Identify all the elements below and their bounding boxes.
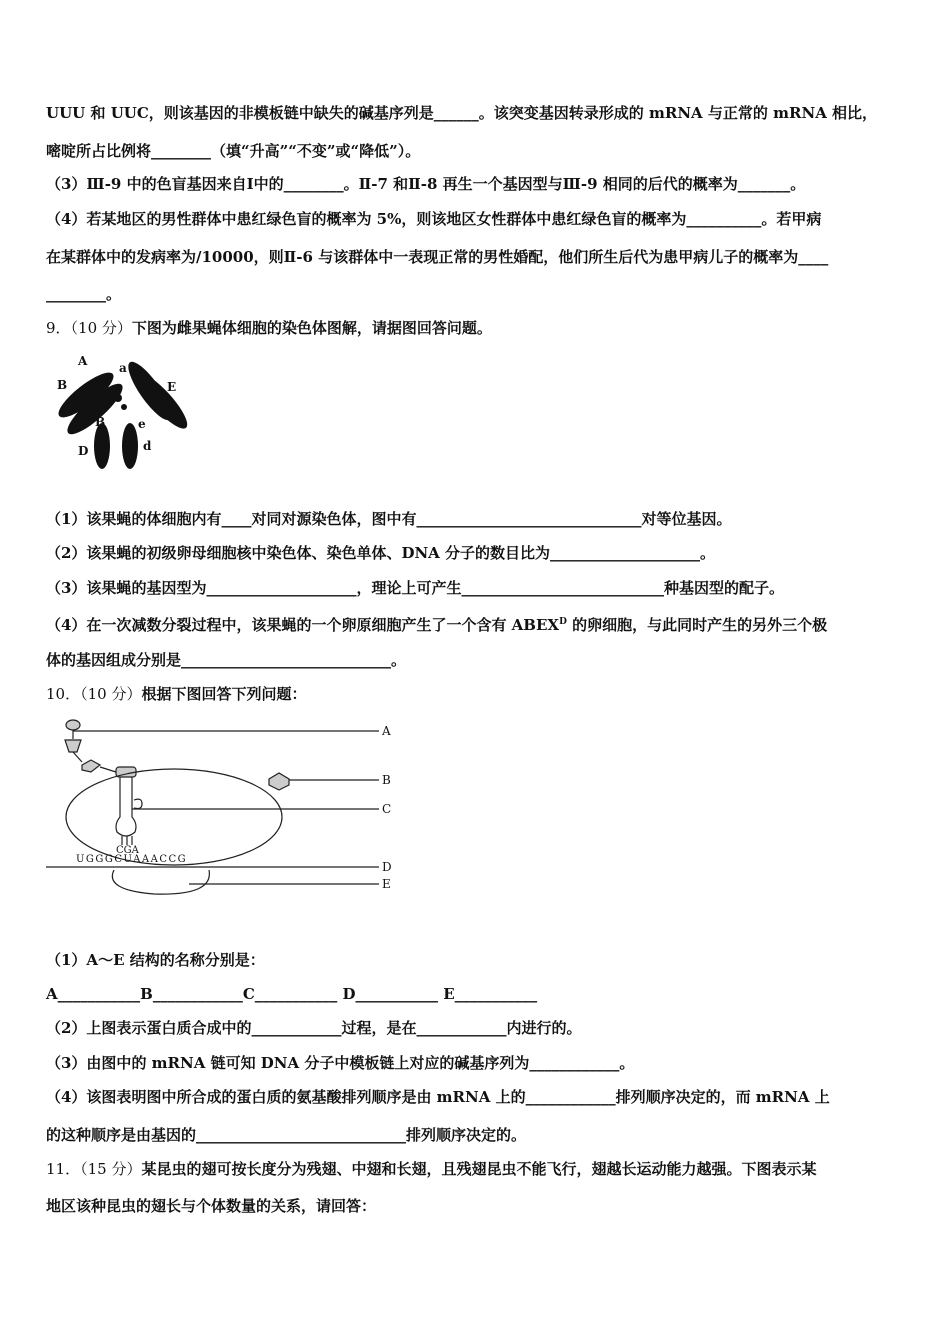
connector-line-2 bbox=[73, 752, 82, 762]
fig10-label-A: A bbox=[382, 724, 391, 738]
q10-header bbox=[46, 684, 914, 704]
amino-acid-top bbox=[66, 720, 80, 730]
amino-acid-trapezoid bbox=[65, 740, 81, 752]
fig9-label-e: e bbox=[138, 417, 146, 431]
q9-sub-4-text-b: 的卵细胞，与此同时产生的另外三个极 bbox=[566, 616, 828, 634]
q10-sub-4: （4）该图表明图中所合成的蛋白质的氨基酸排列顺序是由 mRNA 上的____________排列顺序决定的，而 mRNA 上 bbox=[46, 1088, 830, 1106]
q8-line-4: （4）若某地区的男性群体中患红绿色盲的概率为 5%，则该地区女性群体中患红绿色盲的概率为__________。若甲病 bbox=[46, 210, 822, 228]
q9-sub-4-line-2: 体的基因组成分别是____________________________。 bbox=[46, 651, 407, 669]
fig9-label-A: A bbox=[78, 354, 88, 368]
q9-sub-4-superscript: D bbox=[559, 617, 567, 627]
q9-sub-4 bbox=[46, 612, 914, 635]
chromosome-dot bbox=[121, 404, 127, 410]
ribosome-large-subunit bbox=[66, 769, 282, 865]
q9-sub-4-text-a: （4）在一次减数分裂过程中，该果蝇的一个卵原细胞产生了一个含有 ABEX bbox=[46, 616, 560, 634]
fig10-label-C: C bbox=[382, 802, 392, 816]
peptide-bond-line bbox=[100, 767, 116, 772]
q11-header bbox=[46, 1159, 914, 1179]
fig9-label-B2: B bbox=[95, 415, 106, 429]
q9-sub-2: （2）该果蝇的初级卵母细胞核中染色体、染色单体、DNA 分子的数目比为____________________。 bbox=[46, 544, 716, 562]
ribosome-small-subunit bbox=[112, 870, 209, 894]
q11-stem: 某昆虫的翅可按长度分为残翅、中翅和长翅，且残翅昆虫不能飞行，翅越长运动能力越强。下图表示某 bbox=[141, 1160, 817, 1178]
q9-stem: 下图为雌果蝇体细胞的染色体图解，请据图回答问题。 bbox=[131, 319, 492, 337]
q8-line-2: 嘧啶所占比例将________（填“升高”“不变”或“降低”）。 bbox=[46, 142, 421, 160]
q8-line-3: （3）Ⅲ-9 中的色盲基因来自Ⅰ中的________。Ⅱ-7 和Ⅱ-8 再生一个基因型与Ⅲ-9 相同的后代的概率为_______。 bbox=[46, 175, 806, 193]
chromosome-x-dot bbox=[114, 394, 122, 402]
q9-header bbox=[46, 318, 914, 338]
q8-line-6: ________。 bbox=[46, 285, 122, 303]
q9-sub-1: （1）该果蝇的体细胞内有____对同对源染色体，图中有______________________________对等位基因。 bbox=[46, 510, 732, 528]
trna-loop bbox=[134, 799, 142, 808]
chromosome-5 bbox=[94, 423, 110, 469]
q8-line-5: 在某群体中的发病率为/10000，则Ⅱ-6 与该群体中一表现正常的男性婚配，他们所生后代为患甲病儿子的概率为____ bbox=[46, 248, 829, 266]
q11-number: 11．（15 分） bbox=[46, 1160, 142, 1178]
q10-stem: 根据下图回答下列问题： bbox=[141, 685, 307, 703]
q10-sub-3: （3）由图中的 mRNA 链可知 DNA 分子中模板链上对应的碱基序列为____________。 bbox=[46, 1054, 635, 1072]
q8-line-1: UUU 和 UUC，则该基因的非模板链中缺失的碱基序列是______。该突变基因转录形成的 mRNA 与正常的 mRNA 相比， bbox=[46, 104, 878, 122]
trna-body bbox=[116, 777, 136, 836]
amino-acid-hexagon bbox=[82, 760, 100, 772]
chromosome-diagram bbox=[50, 343, 195, 473]
q10-sub-1: （1）A～E 结构的名称分别是： bbox=[46, 951, 265, 969]
free-amino-acid bbox=[269, 773, 289, 790]
fig9-label-d: d bbox=[143, 439, 152, 453]
chromosome-6 bbox=[122, 423, 138, 469]
q9-number: 9．（10 分） bbox=[46, 319, 132, 337]
translation-diagram bbox=[44, 712, 414, 902]
fig10-label-D: D bbox=[382, 860, 392, 874]
anticodon-text: CGA bbox=[116, 845, 139, 856]
q10-number: 10．（10 分） bbox=[46, 685, 142, 703]
q10-sub-2: （2）上图表示蛋白质合成中的____________过程，是在____________内进行的。 bbox=[46, 1019, 582, 1037]
mrna-sequence: UGGGCUAAACCG bbox=[76, 854, 188, 865]
fig9-label-D: D bbox=[78, 444, 89, 458]
q11-line-2: 地区该种昆虫的翅长与个体数量的关系，请回答： bbox=[46, 1197, 377, 1215]
fig10-label-E: E bbox=[382, 877, 391, 891]
q10-sub-1-blanks: A___________B____________C___________ D___________ E___________ bbox=[46, 985, 538, 1003]
q9-sub-3: （3）该果蝇的基因型为____________________，理论上可产生___________________________种基因型的配子。 bbox=[46, 579, 784, 597]
fig9-label-B1: B bbox=[57, 378, 68, 392]
fig9-label-E: E bbox=[167, 380, 177, 394]
q10-sub-4-line-2: 的这种顺序是由基因的____________________________排列顺序决定的。 bbox=[46, 1126, 527, 1144]
fig9-label-a: a bbox=[119, 361, 127, 375]
fig10-label-B: B bbox=[382, 773, 391, 787]
